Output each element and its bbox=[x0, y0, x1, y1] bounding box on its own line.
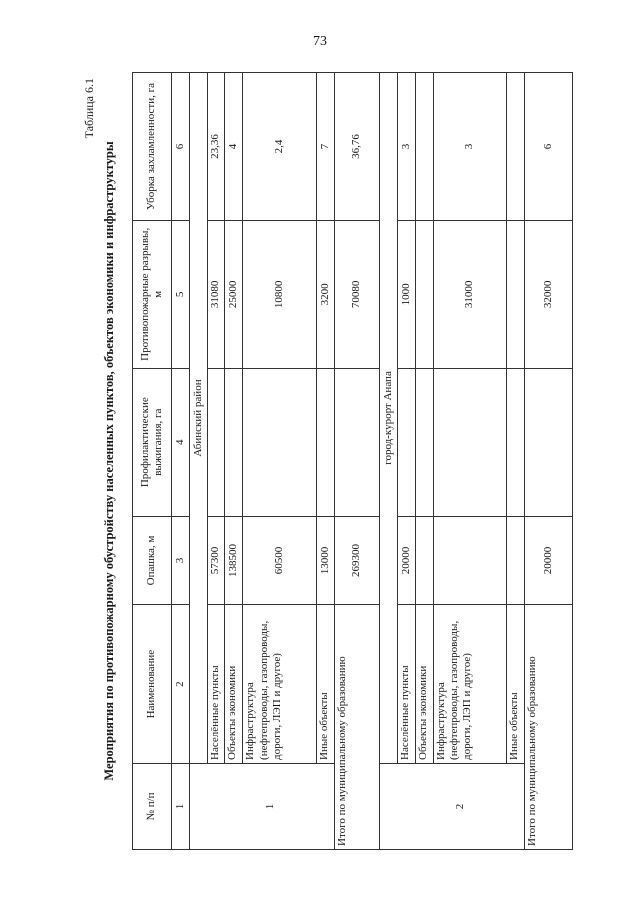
total-opashka: 20000 bbox=[525, 516, 573, 605]
vyzhiganiya-value bbox=[316, 368, 334, 516]
total-uborka: 36,76 bbox=[334, 73, 380, 221]
total-opashka: 269300 bbox=[334, 516, 380, 605]
razryvy-value: 1000 bbox=[398, 220, 416, 368]
col-number-2: 2 bbox=[172, 605, 190, 764]
section-name: город-курорт Анапа bbox=[380, 73, 398, 764]
total-uborka: 6 bbox=[525, 73, 573, 221]
razryvy-value: 25000 bbox=[225, 220, 243, 368]
table-label: Таблица 6.1 bbox=[82, 78, 96, 139]
col-header-opashka: Опашка, м bbox=[133, 516, 172, 605]
col-number-5: 5 bbox=[172, 220, 190, 368]
vyzhiganiya-value bbox=[225, 368, 243, 516]
opashka-value: 13000 bbox=[316, 516, 334, 605]
table-row bbox=[398, 73, 416, 850]
razryvy-value: 31000 bbox=[433, 220, 507, 368]
header-row bbox=[133, 73, 172, 850]
row-number: 2 bbox=[398, 763, 525, 849]
row-label: Иные объекты bbox=[507, 605, 525, 764]
vyzhiganiya-value bbox=[433, 368, 507, 516]
column-numbers-row bbox=[172, 73, 190, 850]
total-label: Итого по муниципальному образованию bbox=[525, 605, 573, 850]
col-number-3: 3 bbox=[172, 516, 190, 605]
vyzhiganiya-value bbox=[207, 368, 225, 516]
rotated-table-page bbox=[82, 72, 578, 850]
row-label: Иные объекты bbox=[316, 605, 334, 764]
uborka-value bbox=[415, 73, 433, 221]
uborka-value: 3 bbox=[398, 73, 416, 221]
table-row bbox=[415, 73, 433, 850]
col-header-name: Наименование bbox=[133, 605, 172, 764]
table-row bbox=[207, 73, 225, 850]
col-number-4: 4 bbox=[172, 368, 190, 516]
measures-table bbox=[132, 72, 573, 850]
uborka-value: 23,36 bbox=[207, 73, 225, 221]
opashka-value bbox=[507, 516, 525, 605]
col-header-uborka: Уборка захламленности, га bbox=[133, 73, 172, 221]
row-label: Объекты экономики bbox=[415, 605, 433, 764]
total-vyzhiganiya bbox=[525, 368, 573, 516]
uborka-value: 7 bbox=[316, 73, 334, 221]
section-name: Абинский район bbox=[189, 73, 207, 764]
razryvy-value: 10800 bbox=[243, 220, 317, 368]
section-header-row bbox=[189, 73, 207, 850]
col-number-1: 1 bbox=[172, 763, 190, 849]
opashka-value: 60500 bbox=[243, 516, 317, 605]
razryvy-value: 3200 bbox=[316, 220, 334, 368]
row-label: Населённые пункты bbox=[207, 605, 225, 764]
col-header-vyzhiganiya: Профилактические выжигания, га bbox=[133, 368, 172, 516]
razryvy-value bbox=[507, 220, 525, 368]
row-label: Населённые пункты bbox=[398, 605, 416, 764]
vyzhiganiya-value bbox=[243, 368, 317, 516]
opashka-value bbox=[433, 516, 507, 605]
uborka-value: 3 bbox=[433, 73, 507, 221]
total-label: Итого по муниципальному образованию bbox=[334, 605, 380, 850]
uborka-value bbox=[507, 73, 525, 221]
razryvy-value: 31080 bbox=[207, 220, 225, 368]
vyzhiganiya-value bbox=[398, 368, 416, 516]
table-row bbox=[243, 73, 317, 850]
total-razryvy: 32000 bbox=[525, 220, 573, 368]
row-label: Инфраструктура (нефтепроводы, газопроводы, дороги, ЛЭП и другое) bbox=[433, 605, 507, 764]
table-title: Мероприятия по противопожарному обустройству населенных пунктов, объектов экономики и инфраструктуры bbox=[102, 141, 116, 781]
vyzhiganiya-value bbox=[507, 368, 525, 516]
row-label: Объекты экономики bbox=[225, 605, 243, 764]
uborka-value: 4 bbox=[225, 73, 243, 221]
total-vyzhiganiya bbox=[334, 368, 380, 516]
table-row bbox=[433, 73, 507, 850]
col-number-6: 6 bbox=[172, 73, 190, 221]
section-header-row bbox=[380, 73, 398, 850]
page-number: 73 bbox=[313, 34, 327, 49]
opashka-value bbox=[415, 516, 433, 605]
total-razryvy: 70080 bbox=[334, 220, 380, 368]
uborka-value: 2,4 bbox=[243, 73, 317, 221]
table-row bbox=[507, 73, 525, 850]
table-row bbox=[225, 73, 243, 850]
row-label: Инфраструктура (нефтепроводы, газопроводы, дороги, ЛЭП и другое) bbox=[243, 605, 317, 764]
table-row bbox=[316, 73, 334, 850]
opashka-value: 57300 bbox=[207, 516, 225, 605]
razryvy-value bbox=[415, 220, 433, 368]
total-row bbox=[525, 73, 573, 850]
vyzhiganiya-value bbox=[415, 368, 433, 516]
col-header-razryvy: Противопожарные разрывы, м bbox=[133, 220, 172, 368]
total-row bbox=[334, 73, 380, 850]
opashka-value: 138500 bbox=[225, 516, 243, 605]
col-header-number: № п/п bbox=[133, 763, 172, 849]
opashka-value: 20000 bbox=[398, 516, 416, 605]
row-number: 1 bbox=[207, 763, 334, 849]
